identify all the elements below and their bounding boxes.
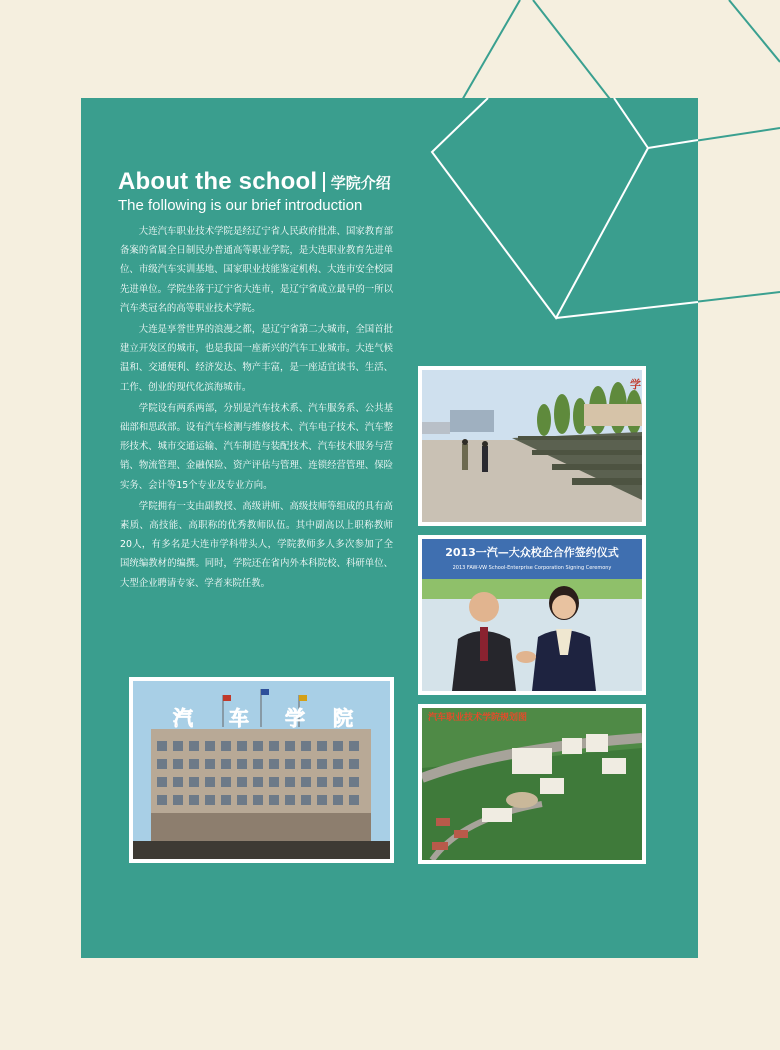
title-separator [323, 172, 325, 192]
ceremony-banner-en: 2013 FAW-VW School-Enterprise Corporation Signing Ceremony [452, 565, 612, 571]
building-sign-char: 汽 [173, 706, 193, 730]
building-sign-char: 车 [229, 706, 249, 730]
photo-parade [418, 366, 646, 526]
intro-text [120, 222, 393, 595]
sign-char: 学 [630, 378, 641, 391]
photo-building [129, 677, 394, 863]
paragraph: 大连是享誉世界的浪漫之都，是辽宁省第二大城市，全国首批建立开发区的城市，也是我国一座新兴的汽车工业城市。大连气候温和、交通便利、经济发达、物产丰富，是一座适宜读书、生活、工作、创业的现代化滨海城市。 [120, 324, 393, 393]
title-chinese: 学院介绍 [330, 174, 391, 192]
paragraph: 学院设有两系两部，分别是汽车技术系、汽车服务系、公共基础部和思政部。设有汽车检测与维修技术、汽车电子技术、汽车整形技术、城市交通运输、汽车制造与装配技术、汽车技术服务与营销、物流管理、金融保险、资产评估与管理、连锁经营管理、保险实务、会计等15个专业及专业方向。 [120, 402, 393, 491]
ceremony-banner-cn: 2013一汽—大众校企合作签约仪式 [445, 546, 619, 559]
building-sign-char: 学 [285, 706, 305, 730]
paragraph: 学院拥有一支由副教授、高级讲师、高级技师等组成的具有高素质、高技能、高职称的优秀教师队伍。其中副高以上职称教师20人，有多名是大连市学科带头人，学院教师多人多次参加了全国统编教材的编撰。同时，学院还在省内外本科院校、科研单位、大型企业聘请专家、学者来院任教。 [120, 500, 393, 589]
campus-plan-caption: 汽车职业技术学院规划图 [428, 713, 528, 723]
photo-ceremony [418, 535, 646, 695]
title-english: About the school [118, 168, 318, 195]
section-header [118, 166, 428, 214]
subtitle: The following is our brief introduction [118, 197, 363, 214]
paragraph: 大连汽车职业技术学院是经辽宁省人民政府批准、国家教育部备案的省属全日制民办普通高等职业学院，是大连职业教育先进单位、市级汽车实训基地、国家职业技能鉴定机构、大连市安全校园先进单位。学院坐落于辽宁省大连市，是辽宁省成立最早的一所以汽车类冠名的高等职业技术学院。 [120, 226, 393, 314]
photo-campus-plan [418, 704, 646, 864]
building-sign-char: 院 [333, 706, 353, 730]
